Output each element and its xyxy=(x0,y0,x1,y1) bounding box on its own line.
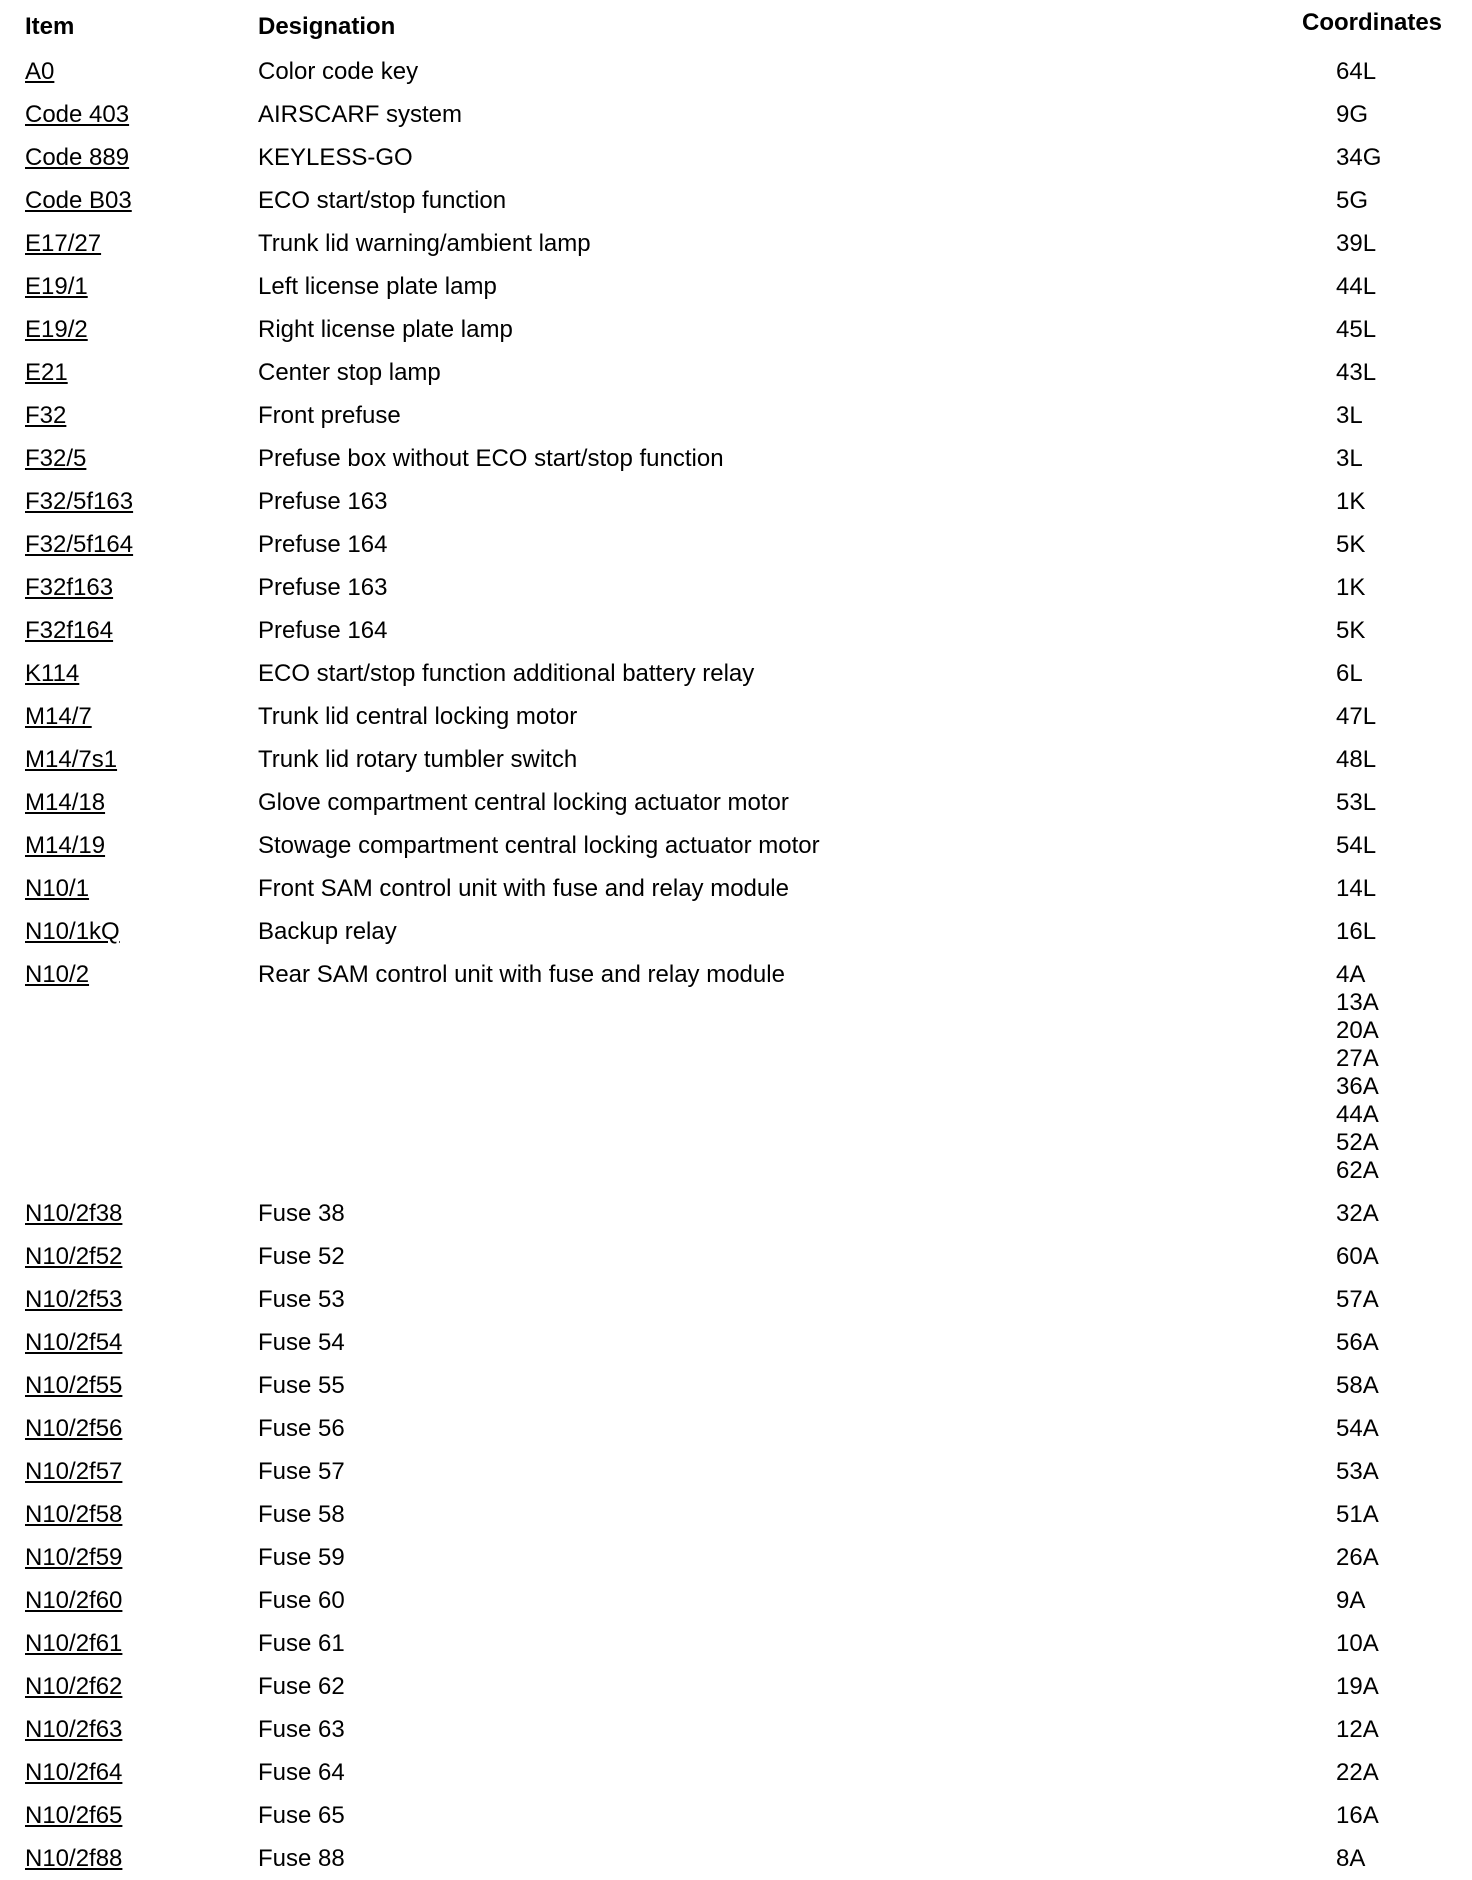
designation-cell: Fuse 88 xyxy=(258,1845,345,1872)
item-cell xyxy=(25,230,258,258)
item-cell xyxy=(25,187,258,215)
coordinates-cell xyxy=(1336,1544,1446,1572)
item-cell xyxy=(25,574,258,602)
designation-cell: Color code key xyxy=(258,58,419,85)
table-row xyxy=(25,1661,1455,1704)
table-row xyxy=(25,605,1455,648)
table-row xyxy=(25,820,1455,863)
item-cell xyxy=(25,1458,258,1486)
coordinate-value: 32A xyxy=(1336,1200,1379,1227)
coordinates-cell xyxy=(1336,1759,1446,1787)
coordinate-value: 5G xyxy=(1336,187,1369,214)
designation-cell: Prefuse 163 xyxy=(258,488,388,515)
coordinates-cell xyxy=(1336,1501,1446,1529)
coordinate-value: 53A xyxy=(1336,1458,1379,1485)
table-row xyxy=(25,1704,1455,1747)
coordinates-cell xyxy=(1336,789,1446,817)
coordinate-value: 26A xyxy=(1336,1544,1379,1571)
table-row xyxy=(25,519,1455,562)
component-legend-table xyxy=(25,6,1455,1876)
coordinates-cell xyxy=(1336,746,1446,774)
coordinate-value: 3L xyxy=(1336,402,1363,429)
item-link[interactable]: N10/2f60 xyxy=(25,1587,123,1614)
table-row xyxy=(25,261,1455,304)
table-row xyxy=(25,1360,1455,1403)
coordinates-cell xyxy=(1336,230,1446,258)
table-row xyxy=(25,1747,1455,1790)
coordinate-value: 10A xyxy=(1336,1630,1379,1657)
item-link[interactable]: F32/5f164 xyxy=(25,531,134,558)
table-row xyxy=(25,1403,1455,1446)
designation-cell: Fuse 55 xyxy=(258,1372,345,1399)
coordinate-value: 3L xyxy=(1336,445,1363,472)
coordinates-cell xyxy=(1336,359,1446,387)
coordinates-cell xyxy=(1336,273,1446,301)
coordinates-cell xyxy=(1336,703,1446,731)
item-cell xyxy=(25,359,258,387)
table-row xyxy=(25,863,1455,906)
item-cell xyxy=(25,832,258,860)
item-link[interactable]: N10/2f52 xyxy=(25,1243,123,1270)
item-link[interactable]: M14/7s1 xyxy=(25,746,118,773)
designation-cell: Fuse 64 xyxy=(258,1759,345,1786)
designation-column-header: Designation xyxy=(258,13,396,40)
item-link[interactable]: N10/2f62 xyxy=(25,1673,123,1700)
item-cell xyxy=(25,1802,258,1830)
item-column-header: Item xyxy=(25,13,75,40)
designation-cell: Stowage compartment central locking actuator motor xyxy=(258,832,820,859)
item-link[interactable]: N10/2f63 xyxy=(25,1716,123,1743)
item-cell xyxy=(25,273,258,301)
item-link[interactable]: F32/5 xyxy=(25,445,87,472)
coordinate-value: 9A xyxy=(1336,1587,1366,1614)
coordinate-value: 5K xyxy=(1336,617,1366,644)
table-row xyxy=(25,304,1455,347)
item-link[interactable]: E21 xyxy=(25,359,68,386)
item-cell xyxy=(25,1673,258,1701)
item-link[interactable]: M14/18 xyxy=(25,789,106,816)
coordinates-cell xyxy=(1336,144,1446,172)
designation-cell: Fuse 59 xyxy=(258,1544,345,1571)
item-link[interactable]: N10/2f59 xyxy=(25,1544,123,1571)
coordinates-cell xyxy=(1336,1630,1446,1658)
item-link[interactable]: K114 xyxy=(25,660,80,687)
item-cell xyxy=(25,1501,258,1529)
item-link[interactable]: N10/2f54 xyxy=(25,1329,123,1356)
item-cell xyxy=(25,961,258,989)
table-row xyxy=(25,562,1455,605)
table-row xyxy=(25,1489,1455,1532)
coordinate-value: 43L xyxy=(1336,359,1377,386)
item-cell xyxy=(25,101,258,129)
item-cell xyxy=(25,1544,258,1572)
item-link[interactable]: F32 xyxy=(25,402,67,429)
coordinate-value: 12A xyxy=(1336,1716,1379,1743)
designation-cell: KEYLESS-GO xyxy=(258,144,413,171)
table-row xyxy=(25,1446,1455,1489)
table-row xyxy=(25,132,1455,175)
designation-cell: Prefuse box without ECO start/stop function xyxy=(258,445,724,472)
coordinate-value: 16L xyxy=(1336,918,1377,945)
coordinate-value: 6L xyxy=(1336,660,1363,687)
coordinates-cell xyxy=(1336,1372,1446,1400)
item-cell xyxy=(25,617,258,645)
coordinates-column-header: Coordinates xyxy=(1302,9,1443,36)
coordinate-value: 1K xyxy=(1336,488,1366,515)
designation-cell: ECO start/stop function additional battery relay xyxy=(258,660,755,687)
item-link[interactable]: Code 403 xyxy=(25,101,130,128)
coordinates-cell xyxy=(1336,875,1446,903)
designation-cell: Prefuse 164 xyxy=(258,617,388,644)
designation-cell: Fuse 52 xyxy=(258,1243,345,1270)
coordinates-cell xyxy=(1336,1845,1446,1873)
designation-cell: Fuse 61 xyxy=(258,1630,345,1657)
coordinate-value: 13A xyxy=(1336,989,1379,1016)
coordinates-cell xyxy=(1336,832,1446,860)
coordinate-value: 39L xyxy=(1336,230,1377,257)
table-row xyxy=(25,1317,1455,1360)
coordinates-cell xyxy=(1336,402,1446,430)
table-row xyxy=(25,1618,1455,1661)
designation-cell: Front prefuse xyxy=(258,402,401,429)
designation-cell: Trunk lid warning/ambient lamp xyxy=(258,230,591,257)
item-link[interactable]: N10/2f64 xyxy=(25,1759,123,1786)
designation-cell: AIRSCARF system xyxy=(258,101,463,128)
coordinate-value: 57A xyxy=(1336,1286,1379,1313)
item-link[interactable]: N10/2f61 xyxy=(25,1630,123,1657)
coordinates-cell xyxy=(1336,1415,1446,1443)
table-row xyxy=(25,734,1455,777)
designation-cell: Glove compartment central locking actuator motor xyxy=(258,789,789,816)
item-link[interactable]: N10/2f53 xyxy=(25,1286,123,1313)
item-cell xyxy=(25,1716,258,1744)
table-row xyxy=(25,1575,1455,1618)
item-link[interactable]: N10/2f55 xyxy=(25,1372,123,1399)
item-cell xyxy=(25,316,258,344)
item-cell xyxy=(25,918,258,946)
item-link[interactable]: F32f164 xyxy=(25,617,114,644)
coordinate-value: 9G xyxy=(1336,101,1369,128)
coordinates-cell xyxy=(1336,101,1446,129)
table-row xyxy=(25,691,1455,734)
coordinates-cell xyxy=(1336,961,1446,1185)
item-cell xyxy=(25,488,258,516)
designation-cell: Fuse 38 xyxy=(258,1200,345,1227)
coordinate-value: 1K xyxy=(1336,574,1366,601)
item-cell xyxy=(25,1286,258,1314)
item-link[interactable]: N10/2f57 xyxy=(25,1458,123,1485)
coordinate-value: 27A xyxy=(1336,1045,1379,1072)
table-body xyxy=(25,46,1455,1876)
coordinate-value: 20A xyxy=(1336,1017,1379,1044)
designation-cell: Fuse 58 xyxy=(258,1501,345,1528)
coordinate-value: 64L xyxy=(1336,58,1377,85)
table-row xyxy=(25,46,1455,89)
table-row xyxy=(25,1790,1455,1833)
coordinates-cell xyxy=(1336,574,1446,602)
item-cell xyxy=(25,789,258,817)
coordinates-cell xyxy=(1336,445,1446,473)
table-row xyxy=(25,1274,1455,1317)
coordinates-cell xyxy=(1336,531,1446,559)
item-link[interactable]: E19/2 xyxy=(25,316,88,343)
designation-cell: Fuse 60 xyxy=(258,1587,345,1614)
coordinate-value: 48L xyxy=(1336,746,1377,773)
designation-cell: Fuse 62 xyxy=(258,1673,345,1700)
coordinate-value: 5K xyxy=(1336,531,1366,558)
designation-cell: Rear SAM control unit with fuse and relay module xyxy=(258,961,785,988)
coordinate-value: 19A xyxy=(1336,1673,1379,1700)
item-cell xyxy=(25,1587,258,1615)
designation-cell: Fuse 65 xyxy=(258,1802,345,1829)
item-cell xyxy=(25,531,258,559)
coordinates-cell xyxy=(1336,660,1446,688)
designation-cell: Backup relay xyxy=(258,918,397,945)
designation-cell: Fuse 63 xyxy=(258,1716,345,1743)
item-cell xyxy=(25,1759,258,1787)
coordinate-value: 8A xyxy=(1336,1845,1366,1872)
coordinate-value: 58A xyxy=(1336,1372,1379,1399)
item-link[interactable]: N10/2f58 xyxy=(25,1501,123,1528)
item-link[interactable]: Code B03 xyxy=(25,187,132,214)
item-cell xyxy=(25,703,258,731)
table-row xyxy=(25,433,1455,476)
table-row xyxy=(25,1188,1455,1231)
item-cell xyxy=(25,1415,258,1443)
coordinates-cell xyxy=(1336,187,1446,215)
designation-cell: Fuse 53 xyxy=(258,1286,345,1313)
item-cell xyxy=(25,1845,258,1873)
item-link[interactable]: N10/2f88 xyxy=(25,1845,123,1872)
item-link[interactable]: E19/1 xyxy=(25,273,88,300)
item-cell xyxy=(25,1329,258,1357)
designation-cell: Prefuse 164 xyxy=(258,531,388,558)
coordinates-cell xyxy=(1336,918,1446,946)
item-link[interactable]: M14/7 xyxy=(25,703,92,730)
coordinate-value: 44A xyxy=(1336,1101,1379,1128)
coordinates-cell xyxy=(1336,1716,1446,1744)
designation-cell: Trunk lid rotary tumbler switch xyxy=(258,746,578,773)
item-cell xyxy=(25,875,258,903)
coordinates-cell xyxy=(1336,1802,1446,1830)
item-cell xyxy=(25,58,258,86)
item-link[interactable]: N10/2 xyxy=(25,961,90,988)
designation-cell: Front SAM control unit with fuse and relay module xyxy=(258,875,789,902)
item-cell xyxy=(25,660,258,688)
designation-cell: Center stop lamp xyxy=(258,359,441,386)
coordinates-cell xyxy=(1336,1673,1446,1701)
item-link[interactable]: N10/1kQ xyxy=(25,918,120,945)
table-row xyxy=(25,175,1455,218)
table-row xyxy=(25,1532,1455,1575)
coordinate-value: 44L xyxy=(1336,273,1377,300)
coordinate-value: 54L xyxy=(1336,832,1377,859)
coordinate-value: 47L xyxy=(1336,703,1377,730)
designation-cell: Fuse 57 xyxy=(258,1458,345,1485)
coordinate-value: 51A xyxy=(1336,1501,1379,1528)
table-row xyxy=(25,347,1455,390)
coordinates-cell xyxy=(1336,316,1446,344)
item-cell xyxy=(25,746,258,774)
item-link[interactable]: N10/1 xyxy=(25,875,90,902)
coordinates-cell xyxy=(1336,1286,1446,1314)
coordinates-cell xyxy=(1336,1243,1446,1271)
designation-cell: Left license plate lamp xyxy=(258,273,497,300)
table-row xyxy=(25,476,1455,519)
item-cell xyxy=(25,1243,258,1271)
coordinates-cell xyxy=(1336,58,1446,86)
coordinate-value: 36A xyxy=(1336,1073,1379,1100)
designation-cell: Prefuse 163 xyxy=(258,574,388,601)
table-row xyxy=(25,89,1455,132)
coordinate-value: 34G xyxy=(1336,144,1382,171)
designation-cell: Trunk lid central locking motor xyxy=(258,703,578,730)
item-link[interactable]: N10/2f56 xyxy=(25,1415,123,1442)
designation-cell: Right license plate lamp xyxy=(258,316,513,343)
item-link[interactable]: Code 889 xyxy=(25,144,130,171)
coordinate-value: 4A xyxy=(1336,961,1366,988)
coordinates-cell xyxy=(1336,1458,1446,1486)
coordinate-value: 53L xyxy=(1336,789,1377,816)
item-link[interactable]: A0 xyxy=(25,58,55,85)
coordinate-value: 16A xyxy=(1336,1802,1379,1829)
table-row xyxy=(25,777,1455,820)
item-cell xyxy=(25,1630,258,1658)
item-link[interactable]: N10/2f38 xyxy=(25,1200,123,1227)
coordinate-value: 22A xyxy=(1336,1759,1379,1786)
coordinate-value: 45L xyxy=(1336,316,1377,343)
coordinates-cell xyxy=(1336,1587,1446,1615)
table-header xyxy=(25,6,1455,46)
designation-cell: ECO start/stop function xyxy=(258,187,507,214)
designation-cell: Fuse 56 xyxy=(258,1415,345,1442)
coordinates-cell xyxy=(1336,1200,1446,1228)
table-row xyxy=(25,390,1455,433)
item-link[interactable]: F32f163 xyxy=(25,574,114,601)
table-row xyxy=(25,648,1455,691)
coordinate-value: 14L xyxy=(1336,875,1377,902)
item-cell xyxy=(25,402,258,430)
item-link[interactable]: M14/19 xyxy=(25,832,106,859)
coordinate-value: 60A xyxy=(1336,1243,1379,1270)
item-cell xyxy=(25,144,258,172)
item-link[interactable]: F32/5f163 xyxy=(25,488,134,515)
designation-cell: Fuse 54 xyxy=(258,1329,345,1356)
item-cell xyxy=(25,445,258,473)
item-link[interactable]: E17/27 xyxy=(25,230,102,257)
table-row xyxy=(25,906,1455,949)
coordinates-cell xyxy=(1336,617,1446,645)
coordinate-value: 54A xyxy=(1336,1415,1379,1442)
table-row xyxy=(25,218,1455,261)
item-link[interactable]: N10/2f65 xyxy=(25,1802,123,1829)
table-row xyxy=(25,1833,1455,1876)
coordinates-cell xyxy=(1336,488,1446,516)
table-row xyxy=(25,949,1455,1188)
coordinate-value: 62A xyxy=(1336,1157,1379,1184)
item-cell xyxy=(25,1200,258,1228)
coordinates-cell xyxy=(1336,1329,1446,1357)
coordinate-value: 56A xyxy=(1336,1329,1379,1356)
item-cell xyxy=(25,1372,258,1400)
coordinate-value: 52A xyxy=(1336,1129,1379,1156)
table-row xyxy=(25,1231,1455,1274)
